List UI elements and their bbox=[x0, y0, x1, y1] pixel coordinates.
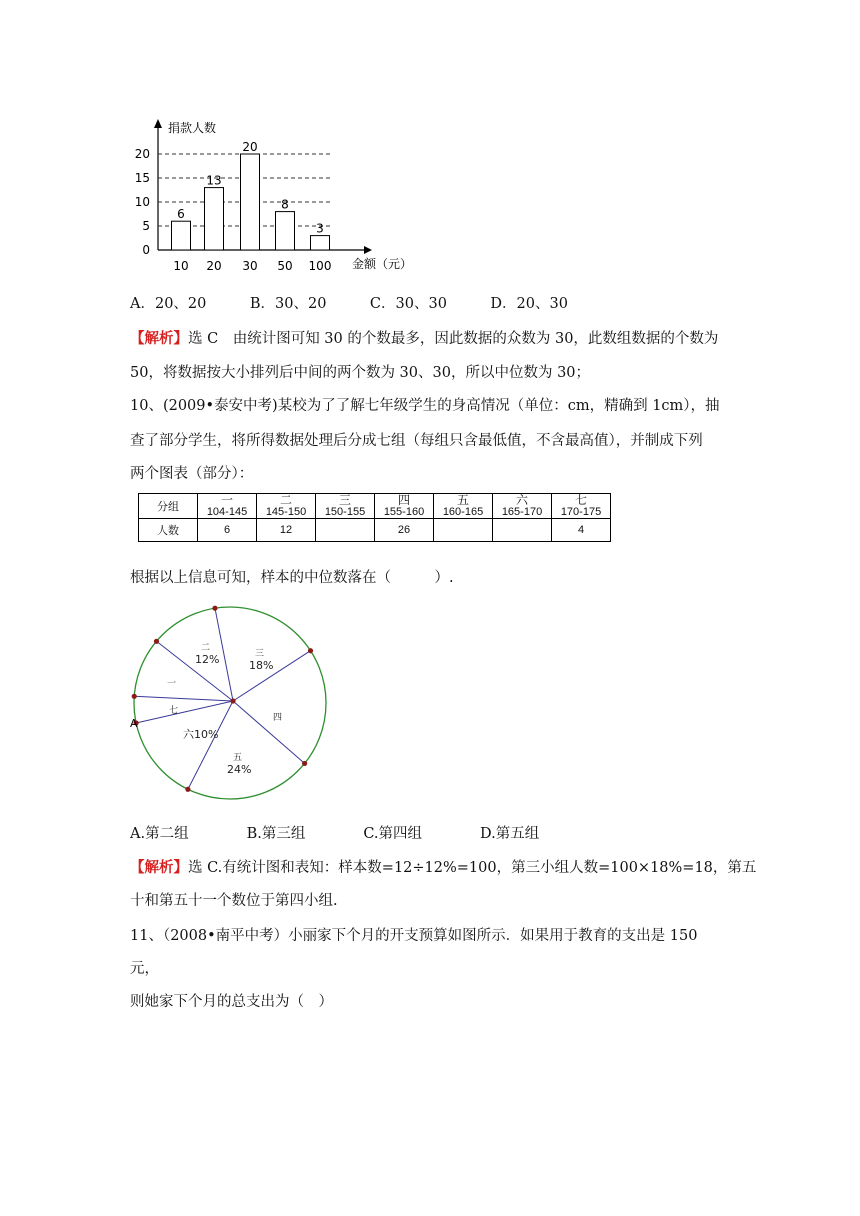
table-cell-group-4: 四 155-160 bbox=[375, 494, 434, 519]
pie-center-dot bbox=[230, 698, 235, 703]
height-pie-chart bbox=[125, 600, 335, 810]
table-cell-count-7: 4 bbox=[552, 519, 611, 542]
bar bbox=[276, 212, 295, 250]
pie-spoke bbox=[233, 701, 305, 763]
pie-slice-label: 三 bbox=[255, 649, 265, 659]
bar-chart-yticks bbox=[135, 147, 150, 257]
height-group-table bbox=[138, 493, 611, 542]
pie-slice-label: 六10% bbox=[183, 728, 219, 741]
pie-slice-label: 七 bbox=[169, 706, 179, 716]
y-tick-label: 15 bbox=[134, 171, 150, 185]
table-cell-count-1: 6 bbox=[198, 519, 257, 542]
table-cell-count-5 bbox=[434, 519, 493, 542]
y-tick-label: 20 bbox=[134, 147, 150, 161]
table-header-group: 分组 bbox=[139, 494, 198, 519]
bar bbox=[172, 221, 191, 250]
pie-boundary-dot bbox=[154, 639, 159, 644]
table-row-groups bbox=[139, 494, 611, 519]
pie-spoke bbox=[188, 701, 233, 789]
pie-boundary-dot bbox=[132, 694, 137, 699]
pie-boundary-dot bbox=[185, 787, 190, 792]
bar-chart-ylabel: 捐款人数 bbox=[168, 121, 217, 135]
x-tick-label: 50 bbox=[277, 259, 293, 273]
x-tick-label: 100 bbox=[308, 259, 332, 273]
q9-analysis-line1 bbox=[130, 327, 718, 348]
bar bbox=[311, 236, 330, 250]
pie-boundary-dot bbox=[302, 761, 307, 766]
table-cell-group-6: 六 165-170 bbox=[493, 494, 552, 519]
pie-point-label: A bbox=[130, 717, 138, 730]
table-cell-count-6 bbox=[493, 519, 552, 542]
bar-value-label: 6 bbox=[177, 207, 185, 222]
analysis-tag: 【解析】 bbox=[130, 859, 188, 876]
table-cell-count-4: 26 bbox=[375, 519, 434, 542]
q10-options: A.第二组 B.第三组 C.第四组 D.第五组 bbox=[130, 826, 540, 842]
x-tick-label: 20 bbox=[206, 259, 222, 273]
table-cell-group-2: 二 145-150 bbox=[257, 494, 316, 519]
bar-value-label: 13 bbox=[206, 173, 222, 188]
table-header-count: 人数 bbox=[139, 519, 198, 542]
bar bbox=[241, 154, 260, 250]
q11-stem-line3: 则她家下个月的总支出为（ ） bbox=[130, 994, 333, 1010]
pie-slice-label: 二 bbox=[201, 643, 211, 653]
bar-value-label: 8 bbox=[281, 197, 289, 212]
pie-slice-percent: 12% bbox=[195, 653, 220, 666]
pie-boundary-dot bbox=[308, 648, 313, 653]
pie-slice-percent: 24% bbox=[227, 763, 252, 776]
analysis-tag: 【解析】 bbox=[130, 330, 188, 347]
y-tick-label: 10 bbox=[134, 195, 150, 209]
pie-spokes bbox=[132, 606, 313, 792]
q10-stem-line3: 两个图表（部分）： bbox=[130, 466, 254, 482]
analysis-text: 选 C.有统计图和表知：样本数=12÷12%=100，第三小组人数=100×18%=18，第五 bbox=[188, 860, 757, 876]
table-cell-group-1: 一 104-145 bbox=[198, 494, 257, 519]
bar-chart-bars bbox=[172, 140, 332, 273]
q9-options: A．20、20 B．30、20 C．30、30 D．20、30 bbox=[130, 296, 568, 312]
q10-question: 根据以上信息可知，样本的中位数落在（ ）. bbox=[130, 570, 454, 586]
pie-slice-label: 五 bbox=[233, 753, 243, 763]
x-tick-label: 10 bbox=[173, 259, 189, 273]
table-cell-count-3 bbox=[316, 519, 375, 542]
table-cell-count-2: 12 bbox=[257, 519, 316, 542]
donation-bar-chart bbox=[120, 110, 440, 280]
q10-analysis-line2: 十和第五十一个数位于第四小组. bbox=[130, 893, 338, 909]
y-tick-label: 0 bbox=[142, 243, 150, 257]
table-cell-group-7: 七 170-175 bbox=[552, 494, 611, 519]
pie-boundary-dot bbox=[212, 606, 217, 611]
bar-value-label: 20 bbox=[242, 140, 258, 154]
bar-value-label: 3 bbox=[316, 221, 324, 236]
bar bbox=[205, 188, 224, 250]
q11-stem-line2: 元， bbox=[130, 961, 159, 977]
q10-stem-line2: 查了部分学生，将所得数据处理后分成七组（每组只含最低值，不含最高值），并制成下列 bbox=[130, 433, 703, 449]
table-cell-group-5: 五 160-165 bbox=[434, 494, 493, 519]
q10-stem-line1: 10、(2009•泰安中考)某校为了了解七年级学生的身高情况（单位：cm，精确到 1cm），抽 bbox=[130, 398, 720, 414]
pie-slice-label: 一 bbox=[167, 679, 177, 689]
q10-analysis-line1 bbox=[130, 856, 756, 877]
x-tick-label: 30 bbox=[242, 259, 258, 273]
y-tick-label: 5 bbox=[142, 219, 150, 233]
pie-slice-label: 四 bbox=[273, 713, 283, 723]
pie-slice-percent: 18% bbox=[249, 659, 274, 672]
q9-analysis-line2: 50，将数据按大小排列后中间的两个数为 30、30，所以中位数为 30； bbox=[130, 365, 591, 381]
pie-spoke bbox=[134, 696, 233, 701]
q11-stem-line1: 11、（2008•南平中考）小丽家下个月的开支预算如图所示．如果用于教育的支出是 150 bbox=[130, 928, 698, 944]
pie-spoke bbox=[136, 701, 233, 723]
table-cell-group-3: 三 150-155 bbox=[316, 494, 375, 519]
table-row-counts bbox=[139, 519, 611, 542]
analysis-text: 选 C 由统计图可知 30 的个数最多，因此数据的众数为 30，此数组数据的个数为 bbox=[188, 331, 719, 347]
pie-spoke bbox=[156, 641, 233, 701]
bar-chart-xlabel: 金额（元） bbox=[352, 257, 413, 271]
